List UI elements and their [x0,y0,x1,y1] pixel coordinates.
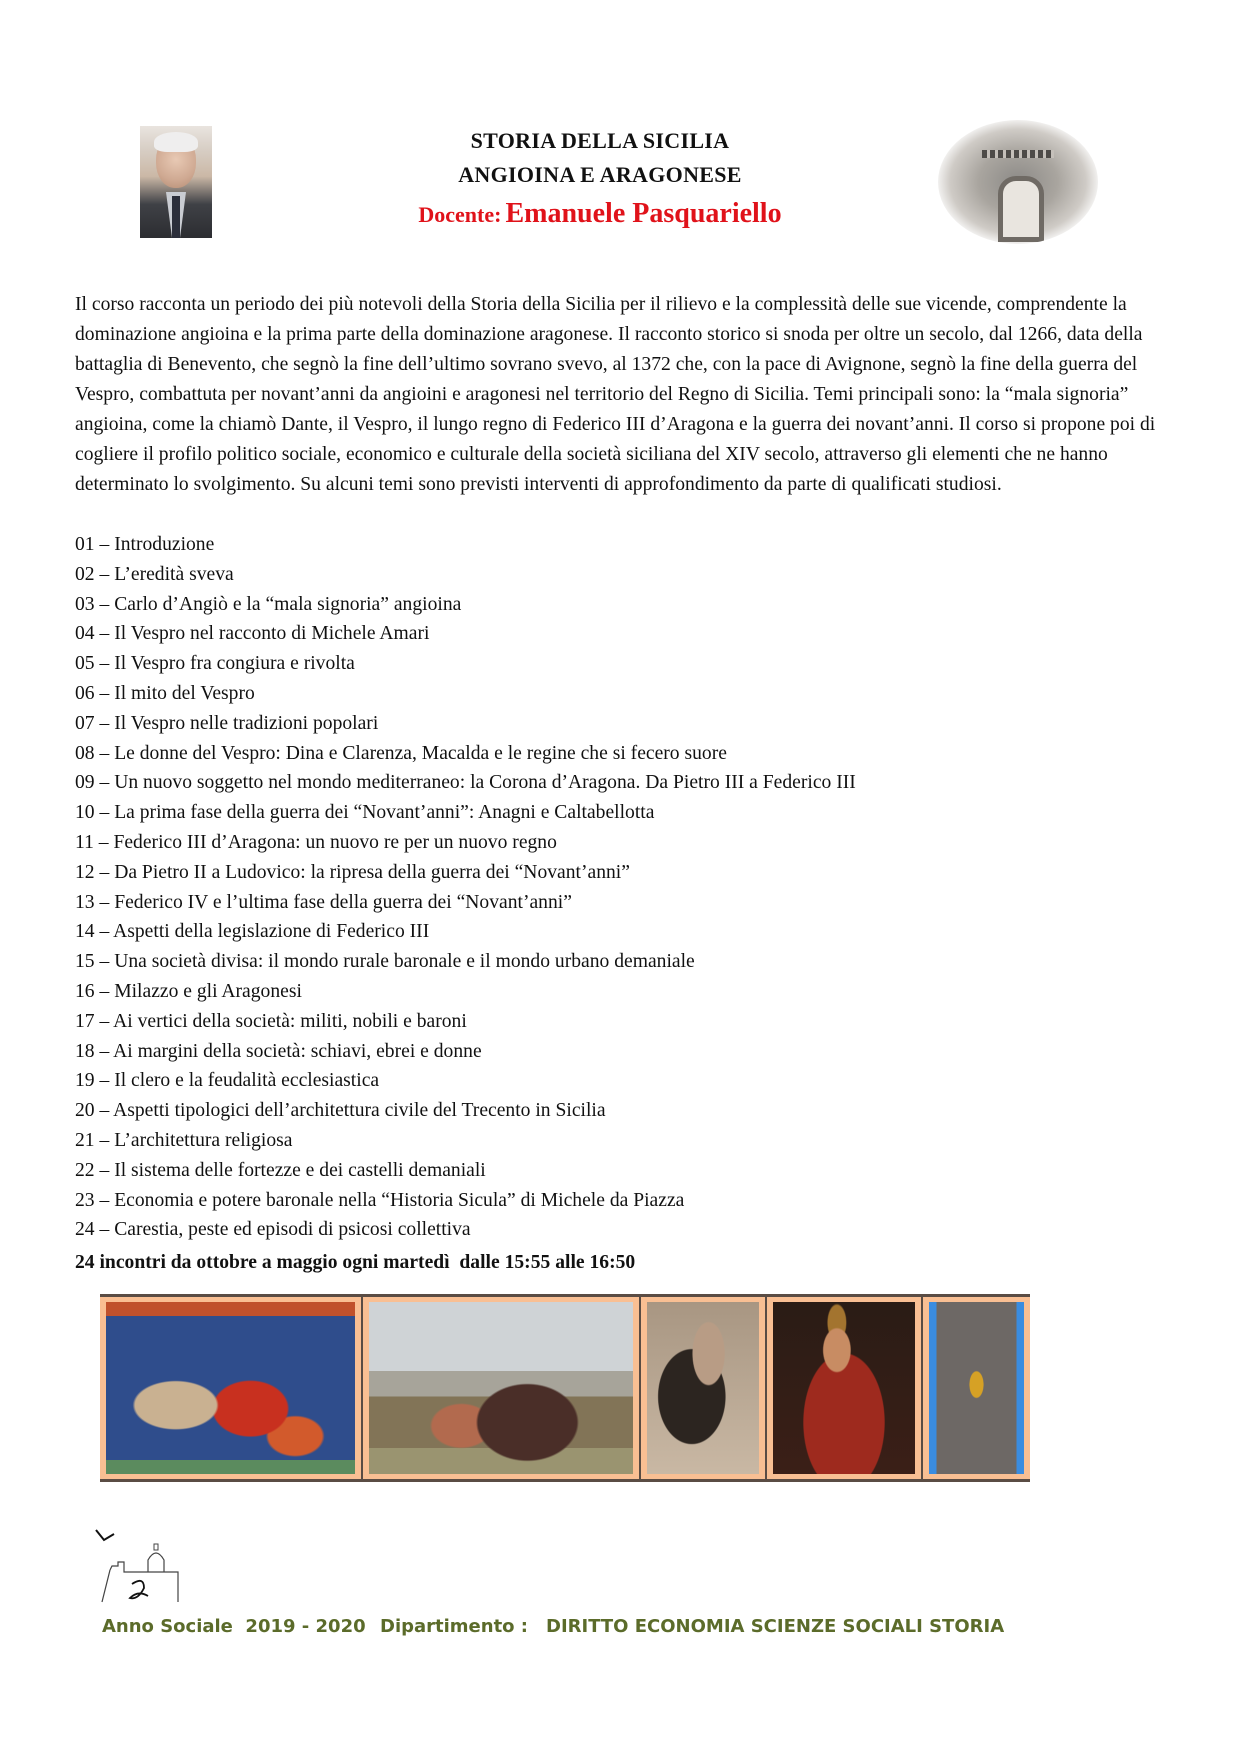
lesson-item: 10 – La prima fase della guerra dei “Novant’anni”: Anagni e Caltabellotta [75,802,655,824]
illustration-angevin-court [100,1297,363,1479]
portrait-tie [172,196,180,238]
schedule-note: 24 incontri da ottobre a maggio ogni martedì dalle 15:55 alle 16:50 [75,1252,636,1273]
logo-signature-stroke [130,1581,148,1598]
lesson-item: 15 – Una società divisa: il mondo rurale baronale e il mondo urbano demaniale [75,951,695,973]
course-header [300,124,900,230]
footer-bar [102,1616,1004,1637]
lesson-item: 01 – Introduzione [75,534,215,555]
lesson-item: 20 – Aspetti tipologici dell’architettura civile del Trecento in Sicilia [75,1100,606,1122]
lesson-item: 17 – Ai vertici della società: militi, nobili e baroni [75,1010,467,1032]
logo-bird [96,1530,114,1540]
illustration-clock-tower [923,1297,1030,1479]
logo-lantern [154,1544,158,1550]
lesson-item: 07 – Il Vespro nelle tradizioni popolari [75,712,379,734]
lesson-item: 19 – Il clero e la feudalità ecclesiastica [75,1070,380,1092]
lesson-item: 24 – Carestia, peste ed episodi di psicosi collettiva [75,1219,471,1241]
lesson-item: 12 – Da Pietro II a Ludovico: la ripresa della guerra dei “Novant’anni” [75,861,630,883]
lecturer-line [300,198,900,230]
university-logo-icon [92,1526,188,1606]
academic-year: Anno Sociale 2019 - 2020 [102,1616,366,1637]
lecturer-label: Docente: [418,202,502,227]
portrait-hair [154,132,198,152]
department-name: DIRITTO ECONOMIA SCIENZE SOCIALI STORIA [546,1616,1005,1637]
lesson-item: 18 – Ai margini della società: schiavi, ebrei e donne [75,1040,482,1062]
lesson-item: 16 – Milazzo e gli Aragonesi [75,980,302,1002]
illustration-aragonese-king [767,1297,923,1479]
illustration-woman-portrait [641,1297,767,1479]
illustration-clock-tower-image [929,1302,1024,1474]
lesson-item: 22 – Il sistema delle fortezze e dei castelli demaniali [75,1159,486,1181]
lesson-item: 08 – Le donne del Vespro: Dina e Clarenza, Macalda e le regine che si fecero suore [75,742,727,764]
course-title-line-2: ANGIOINA E ARAGONESE [458,162,742,187]
lesson-item: 21 – L’architettura religiosa [75,1129,293,1151]
illustration-sicilian-vespers-image [369,1302,633,1474]
lesson-item: 09 – Un nuovo soggetto nel mondo mediterraneo: la Corona d’Aragona. Da Pietro III a Federico III [75,772,856,794]
lesson-item: 23 – Economia e potere baronale nella “Historia Sicula” di Michele da Piazza [75,1189,685,1211]
logo-dome [148,1553,164,1572]
course-title-line-1: STORIA DELLA SICILIA [470,128,730,153]
lesson-item: 14 – Aspetti della legislazione di Federico III [75,921,430,943]
logo-building-outline [110,1562,178,1602]
illustration-sicilian-vespers [363,1297,641,1479]
lecturer-portrait-photo [140,126,212,238]
illustration-woman-portrait-image [647,1302,759,1474]
logo-building-left-edge [102,1570,110,1602]
lesson-item: 13 – Federico IV e l’ultima fase della guerra dei “Novant’anni” [75,891,572,913]
castle-battlements [982,150,1054,158]
illustration-aragonese-king-image [773,1302,915,1474]
lesson-item: 04 – Il Vespro nel racconto di Michele Amari [75,623,430,645]
lecturer-name: Emanuele Pasquariello [505,198,782,229]
lesson-item: 06 – Il mito del Vespro [75,682,255,704]
lesson-list [75,530,1165,1245]
illustration-angevin-court-image [106,1302,355,1474]
lesson-item: 02 – L’eredità sveva [75,563,234,585]
lesson-item: 11 – Federico III d’Aragona: un nuovo re per un nuovo regno [75,831,557,853]
illustration-strip [100,1294,1030,1482]
lesson-item: 05 – Il Vespro fra congiura e rivolta [75,653,355,675]
castle-gate-arch [998,176,1044,242]
castle-gate-photo [938,120,1098,244]
lesson-item: 03 – Carlo d’Angiò e la “mala signoria” angioina [75,593,462,615]
department-label: Dipartimento : [380,1616,529,1637]
course-description: Il corso racconta un periodo dei più notevoli della Storia della Sicilia per il rilievo e la complessità delle sue vicende, comprendente la dominazione angioina e la prima parte della dominazione aragonese. Il racconto storico si snoda per oltre un secolo, dal 1266, data della battaglia di Benevento, che segnò la fine dell’ultimo sovrano svevo, al 1372 che, con la pace di Avignone, segnò la fine della guerra del Vespro, combattuta per novant’anni da angioini e aragonesi nel territorio del Regno di Sicilia. Temi principali sono: la “mala signoria” angioina, come la chiamò Dante, il Vespro, il lungo regno di Federico III d’Aragona e la guerra dei novant’anni. Il corso si propone poi di cogliere il profilo politico sociale, economico e culturale della società siciliana del XIV secolo, attraverso gli elementi che ne hanno determinato lo svolgimento. Su alcuni temi sono previsti interventi di approfondimento da parte di qualificati studiosi. [75,294,1156,495]
